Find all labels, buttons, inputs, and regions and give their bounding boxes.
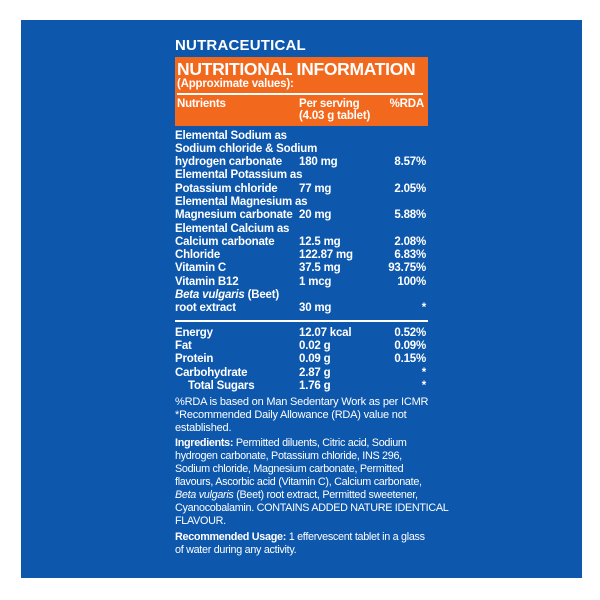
nutrient-rda: 8.57% (394, 156, 426, 169)
nutrient-amount: 2.87 g (299, 366, 331, 379)
ingredients-line (175, 476, 428, 489)
nutrient-name: root extract (175, 302, 236, 315)
nutrient-rda: 0.52% (394, 326, 426, 339)
footnote-line: established. (175, 422, 232, 435)
usage-line (175, 531, 428, 544)
text: Sodium chloride, Magnesium carbonate, Permitted (175, 462, 404, 475)
footnote-line: %RDA is based on Man Sedentary Work as per ICMR (175, 396, 429, 409)
ingredients-line (175, 450, 428, 463)
nutrient-pre-line: Elemental Potassium as (175, 169, 303, 182)
table-row (175, 353, 428, 366)
table-row (175, 327, 428, 340)
nutrient-name: Energy (175, 326, 213, 339)
nutrient-rda: * (421, 379, 426, 392)
footnotes (175, 396, 428, 435)
text: hydrogen carbonate, Potassium chloride, INS 296, (175, 450, 402, 463)
nutrient-amount: 0.02 g (299, 339, 331, 352)
nutrient-rda: 2.08% (394, 235, 426, 248)
column-header-per-serving (299, 98, 390, 122)
table-row (175, 367, 428, 380)
nutrient-rda: * (421, 302, 426, 315)
column-header-rda: %RDA (389, 97, 424, 110)
nutrient-amount: 122.87 mg (299, 249, 353, 262)
table-row (175, 156, 428, 169)
table-row (175, 262, 428, 275)
italic-text: Beta vulgaris (175, 289, 245, 302)
nutrient-name: Carbohydrate (175, 366, 248, 379)
nutrient-rda: 93.75% (388, 262, 426, 275)
nutrient-rda: 0.09% (394, 339, 426, 352)
nutrient-rda: 0.15% (394, 353, 426, 366)
bold-text: Ingredients: (175, 437, 234, 450)
nutrient-pre-line: Elemental Magnesium as (175, 195, 308, 208)
nutrient-name: Fat (175, 339, 192, 352)
nutrient-name: Vitamin B12 (175, 275, 239, 288)
nutrients-table (175, 130, 428, 316)
table-row (175, 340, 428, 353)
nutrition-info-header (175, 57, 428, 126)
nutrient-rda: 5.88% (394, 209, 426, 222)
ingredients-line (175, 463, 428, 476)
nutrient-name: Potassium chloride (175, 182, 278, 195)
text: Cyanocobalamin. CONTAINS ADDED NATURE IDENTICAL (175, 501, 449, 514)
approximate-values-subtitle: (Approximate values): (177, 78, 294, 90)
nutrient-name: Calcium carbonate (175, 235, 275, 248)
table-row (175, 276, 428, 289)
ingredients-line (175, 501, 449, 515)
nutrient-rda: * (421, 366, 426, 379)
brand-title: NUTRACEUTICAL (175, 37, 306, 54)
nutrient-amount: 37.5 mg (299, 262, 341, 275)
italic-text: Beta vulgaris (175, 488, 234, 501)
recommended-usage-paragraph (175, 531, 428, 557)
ingredients-line (175, 515, 428, 528)
nutrition-info-title: NUTRITIONAL INFORMATION (177, 59, 416, 79)
per-serving-line2: (4.03 g tablet) (299, 109, 371, 122)
section-divider (175, 320, 428, 322)
text: FLAVOUR. (175, 514, 226, 527)
nutrient-amount: 12.07 kcal (299, 326, 352, 339)
nutrient-name: Chloride (175, 249, 221, 262)
ingredients-paragraph (175, 437, 449, 527)
column-header-nutrients: Nutrients (177, 97, 226, 110)
text: (Beet) root extract, Permitted sweetener, (233, 488, 418, 501)
text: of water during any activity. (175, 544, 297, 557)
nutrient-pre-line: Elemental Sodium as (175, 129, 287, 142)
text: (Beet) (244, 289, 280, 302)
usage-line (175, 544, 428, 557)
nutrient-amount: 30 mg (299, 302, 332, 315)
table-row (175, 236, 428, 249)
nutrient-rda: 2.05% (394, 182, 426, 195)
nutrient-amount: 77 mg (299, 182, 332, 195)
bold-text: Recommended Usage: (175, 531, 286, 544)
nutrient-name: Protein (175, 353, 214, 366)
text: flavours, Ascorbic acid (Vitamin C), Calcium carbonate, (175, 475, 422, 488)
table-column-headers (177, 98, 428, 122)
label-content-column (175, 20, 449, 557)
nutrient-rda: 100% (397, 275, 426, 288)
table-row (175, 209, 428, 222)
nutrient-amount: 180 mg (299, 156, 338, 169)
table-row (175, 183, 428, 196)
nutrition-label-panel (21, 20, 582, 578)
footnote-line: *Recommended Daily Allowance (RDA) value not (175, 409, 407, 422)
nutrient-amount: 20 mg (299, 209, 332, 222)
nutrient-name: Magnesium carbonate (175, 209, 293, 222)
ingredients-line (175, 437, 428, 450)
nutrient-amount: 1 mcg (299, 275, 332, 288)
ingredients-line (175, 489, 428, 502)
nutrient-amount: 12.5 mg (299, 235, 341, 248)
text: Permitted diluents, Citric acid, Sodium (233, 437, 407, 450)
nutrient-name: Total Sugars (188, 379, 255, 392)
nutrient-name: hydrogen carbonate (175, 156, 282, 169)
nutrient-name: Vitamin C (175, 262, 227, 275)
header-divider (177, 93, 423, 95)
nutrient-amount: 0.09 g (299, 353, 331, 366)
per-serving-line1: Per serving (299, 97, 360, 110)
text: 1 effervescent tablet in a glass (286, 531, 425, 544)
nutrient-pre-line: Sodium chloride & Sodium (175, 142, 318, 155)
nutrient-pre-line (175, 289, 428, 302)
nutrient-amount: 1.76 g (299, 379, 331, 392)
table-row (175, 302, 428, 315)
nutrient-rda: 6.83% (394, 249, 426, 262)
nutrient-pre-line: Elemental Calcium as (175, 222, 290, 235)
macros-table (175, 327, 428, 393)
table-row (175, 380, 428, 393)
table-row (175, 249, 428, 262)
